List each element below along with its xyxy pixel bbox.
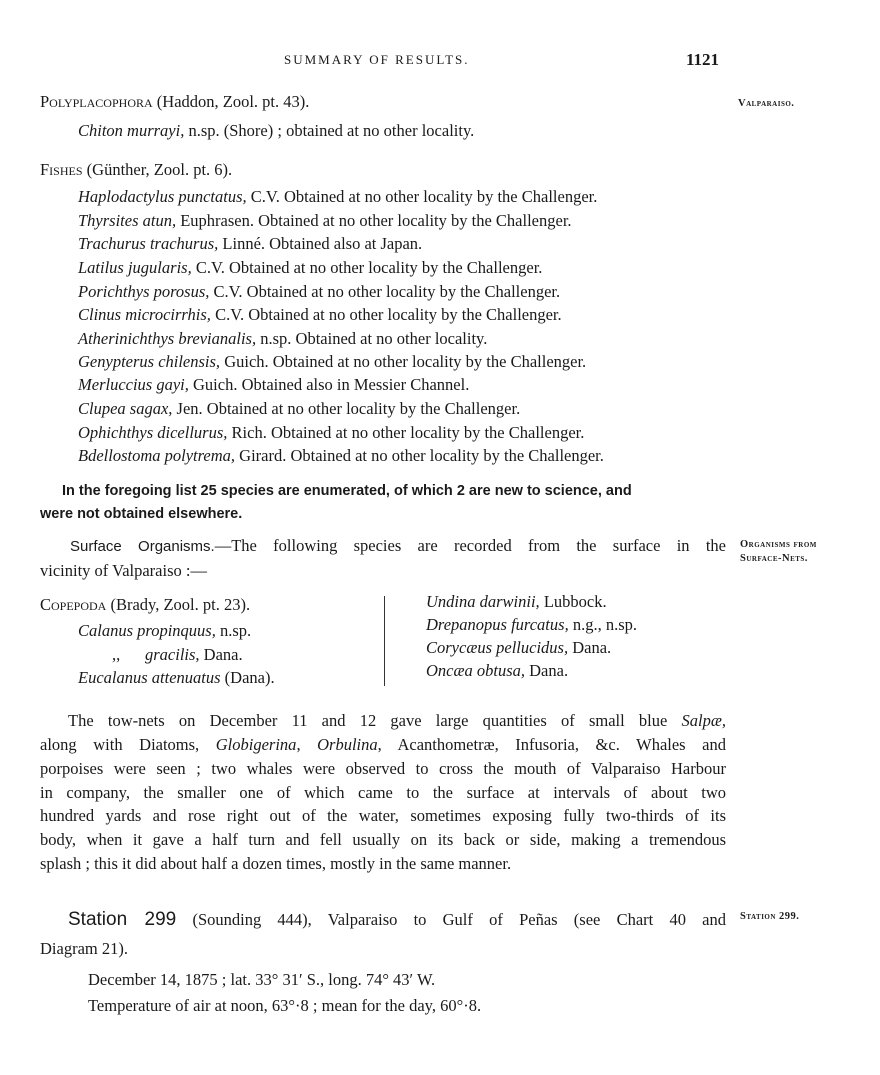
- species-note: Guich. Obtained also in Messier Channel.: [188, 375, 470, 394]
- reference: (Brady, Zool. pt. 23).: [106, 595, 251, 614]
- townets-line2: [40, 735, 726, 755]
- species-note: Girard. Obtained at no other locality by the Challenger.: [235, 446, 604, 465]
- species-note: Guich. Obtained at no other locality by the Challenger.: [220, 352, 587, 371]
- copepod-entry: [426, 615, 637, 635]
- townets-line5: hundred yards and rose right out of the water, sometimes exposing fully two-thirds of its: [40, 806, 726, 825]
- species-note: C.V. Obtained at no other locality by the Challenger.: [209, 282, 561, 301]
- species-name: Porichthys porosus,: [78, 282, 210, 301]
- group-name: Polyplacophora: [40, 92, 153, 111]
- fish-entry: [78, 352, 586, 372]
- italic-term: Salpæ,: [681, 711, 726, 730]
- species-name: Ophichthys dicellurus,: [78, 423, 228, 442]
- reference: (Günther, Zool. pt. 6).: [82, 160, 233, 179]
- species-note: Dana.: [525, 661, 569, 680]
- page-number: 1121: [686, 50, 720, 69]
- species-note: n.sp. Obtained at no other locality.: [256, 329, 488, 348]
- fish-entry: [78, 423, 584, 443]
- margin-note-valparaiso: Valparaiso.: [738, 98, 795, 109]
- species-name: Genypterus chilensis,: [78, 352, 221, 371]
- species-name: gracilis,: [145, 645, 200, 664]
- foregoing-line2: were not obtained elsewhere.: [40, 506, 243, 522]
- species-name: Thyrsites atun,: [78, 211, 177, 230]
- copepoda-heading: [40, 595, 250, 615]
- species-note: Rich. Obtained at no other locality by the Challenger.: [227, 423, 585, 442]
- station-temperature: Temperature of air at noon, 63°·8 ; mean for the day, 60°·8.: [88, 996, 482, 1015]
- text: along with Diatoms,: [40, 735, 216, 754]
- text: , Acanthometræ, Infusoria, &c. Whales and: [377, 735, 726, 754]
- species-note: Lubbock.: [539, 592, 607, 611]
- species-name: Calanus propinquus,: [78, 621, 216, 640]
- species-name: Oncæa obtusa,: [426, 661, 525, 680]
- margin-note-organisms-line2: Surface-Nets.: [740, 553, 808, 564]
- species-name: Trachurus trachurus,: [78, 234, 219, 253]
- polyplacophora-heading: [40, 92, 309, 112]
- townets-line3: porpoises were seen ; two whales were observed to cross the mouth of Valparaiso Harbour: [40, 759, 726, 778]
- copepod-entry: [426, 592, 607, 612]
- species-note: n.sp.: [215, 621, 252, 640]
- species-note: (Dana).: [220, 668, 275, 687]
- species-name: Clupea sagax,: [78, 399, 173, 418]
- species-note: Euphrasen. Obtained at no other locality by the Challenger.: [176, 211, 572, 230]
- fish-entry: [78, 399, 520, 419]
- text: ,: [296, 735, 318, 754]
- fish-entry: [78, 187, 597, 207]
- station-line2: Diagram 21).: [40, 939, 128, 958]
- species-name: Undina darwinii,: [426, 592, 540, 611]
- ditto-mark: ,,: [112, 645, 145, 664]
- copepod-entry: [426, 638, 611, 658]
- species-note: n.g., n.sp.: [568, 615, 637, 634]
- townets-line4: in company, the smaller one of which came to the surface at intervals of about two: [40, 783, 726, 802]
- fishes-heading: [40, 160, 232, 180]
- species-note: n.sp. (Shore) ; obtained at no other locality.: [184, 121, 475, 140]
- reference: (Haddon, Zool. pt. 43).: [152, 92, 310, 111]
- fish-entry: [78, 282, 560, 302]
- fish-entry: [78, 446, 604, 466]
- surface-organisms-line2: vicinity of Valparaiso :—: [40, 561, 207, 580]
- station-text: (Sounding 444), Valparaiso to Gulf of Peñas (see Chart 40 and: [176, 910, 726, 929]
- copepod-entry: [78, 668, 275, 688]
- species-note: Dana.: [568, 638, 612, 657]
- fish-entry: [78, 211, 572, 231]
- species-note: C.V. Obtained at no other locality by the Challenger.: [210, 305, 562, 324]
- species-note: Linné. Obtained also at Japan.: [218, 234, 423, 253]
- species-note: Jen. Obtained at no other locality by the Challenger.: [172, 399, 521, 418]
- station-heading: Station 299: [68, 909, 177, 930]
- foregoing-line1: In the foregoing list 25 species are enumerated, of which 2 are new to science, and: [62, 483, 632, 499]
- margin-note-station: Station 299.: [740, 911, 800, 922]
- species-name: Bdellostoma polytrema,: [78, 446, 236, 465]
- species-name: Corycæus pellucidus,: [426, 638, 569, 657]
- group-name: Fishes: [40, 160, 83, 179]
- species-name: Chiton murrayi,: [78, 121, 185, 140]
- species-name: Eucalanus attenuatus: [78, 668, 221, 687]
- fish-entry: [78, 234, 422, 254]
- species-name: Clinus microcirrhis,: [78, 305, 211, 324]
- station-date: December 14, 1875 ; lat. 33° 31′ S., long. 74° 43′ W.: [88, 970, 436, 989]
- species-note: C.V. Obtained at no other locality by the Challenger.: [191, 258, 543, 277]
- species-name: Haplodactylus punctatus,: [78, 187, 247, 206]
- townets-line1: [68, 711, 726, 731]
- surface-organisms-text: —The following species are recorded from the surface in the: [214, 536, 727, 555]
- species-name: Atherinichthys brevianalis,: [78, 329, 257, 348]
- copepod-entry: [112, 645, 243, 665]
- polyplacophora-entry: [78, 121, 474, 141]
- species-name: Latilus jugularis,: [78, 258, 192, 277]
- copepod-entry: [426, 661, 568, 681]
- fish-entry: [78, 258, 542, 278]
- column-divider: [384, 596, 385, 686]
- margin-note-organisms-line1: Organisms from: [740, 539, 817, 550]
- species-note: C.V. Obtained at no other locality by the Challenger.: [246, 187, 598, 206]
- italic-term: Globigerina: [215, 735, 297, 754]
- copepod-entry: [78, 621, 251, 641]
- fish-entry: [78, 305, 562, 325]
- townets-line6: body, when it gave a half turn and fell usually on its back or side, making a tremendous: [40, 830, 726, 849]
- townets-line7: splash ; this it did about half a dozen times, mostly in the same manner.: [40, 854, 512, 873]
- fish-entry: [78, 329, 487, 349]
- text: The tow-nets on December 11 and 12 gave large quantities of small blue: [68, 711, 682, 730]
- surface-organisms-heading: Surface Organisms.: [70, 538, 215, 555]
- group-name: Copepoda: [40, 595, 107, 614]
- species-name: Merluccius gayi,: [78, 375, 189, 394]
- station-line1: [68, 909, 726, 931]
- running-head: SUMMARY OF RESULTS.: [284, 52, 470, 67]
- surface-organisms-line1: [70, 536, 726, 556]
- species-note: Dana.: [199, 645, 243, 664]
- species-name: Drepanopus furcatus,: [426, 615, 569, 634]
- italic-term: Orbulina: [317, 735, 378, 754]
- fish-entry: [78, 375, 469, 395]
